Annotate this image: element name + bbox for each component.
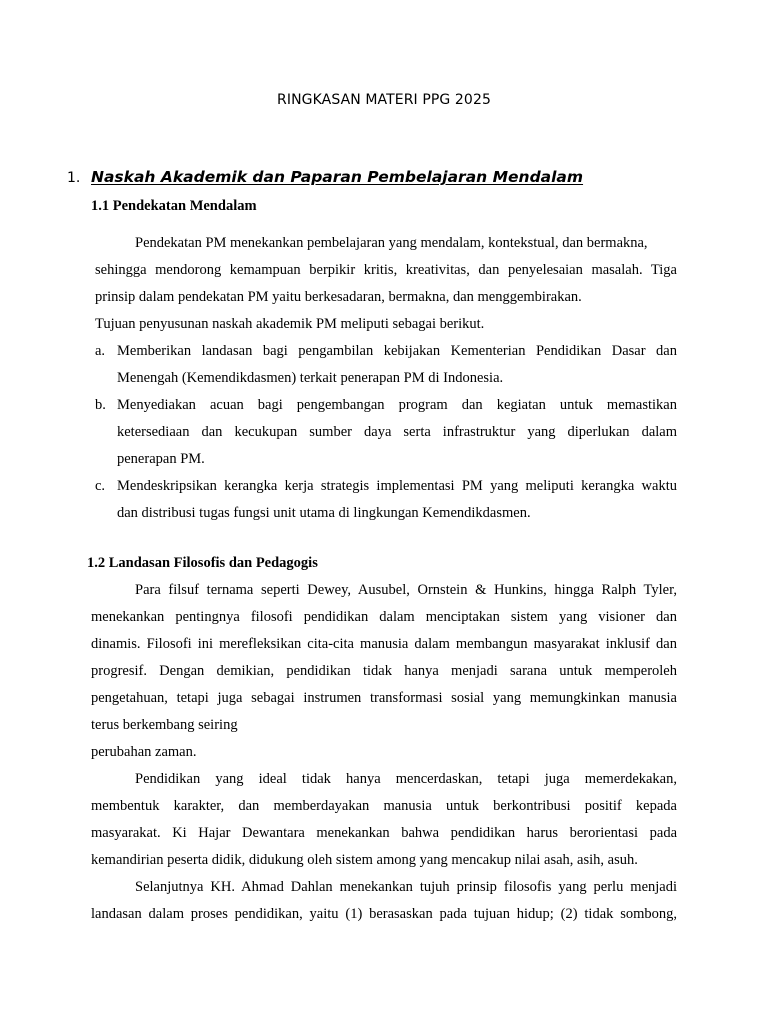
paragraph-line: Tujuan penyusunan naskah akademik PM meliputi sebagai berikut. [95, 316, 485, 332]
list-item [95, 392, 677, 473]
paragraph-ahmad-dahlan [91, 874, 677, 928]
list-line: penerapan PM. [117, 451, 205, 467]
list-line: Mendeskripsikan kerangka kerja strategis implementasi PM yang meliputi kerangka waktu [117, 478, 677, 494]
list-item [95, 473, 677, 527]
paragraph-line: membentuk karakter, dan memberdayakan manusia untuk berkontribusi positif kepada [91, 798, 677, 814]
paragraph-line: sehingga mendorong kemampuan berpikir kritis, kreativitas, dan penyelesaian masalah. Tiga [95, 262, 677, 278]
list-item [95, 338, 677, 392]
paragraph-line: Pendekatan PM menekankan pembelajaran yang mendalam, kontekstual, dan bermakna, [135, 235, 648, 251]
paragraph-line: landasan dalam proses pendidikan, yaitu (1) berasaskan pada tujuan hidup; (2) tidak sombong, [91, 906, 677, 922]
subsection-heading-1-2: 1.2 Landasan Filosofis dan Pedagogis [87, 555, 318, 571]
paragraph-line: pengetahuan, tetapi juga sebagai instrumen transformasi sosial yang memungkinkan manusia [91, 690, 677, 706]
paragraph-line: menekankan pentingnya filosofi pendidikan dalam menciptakan sistem yang visioner dan [91, 609, 677, 625]
paragraph-filsuf [91, 577, 677, 766]
paragraph-line: Para filsuf ternama seperti Dewey, Ausubel, Ornstein & Hunkins, hingga Ralph Tyler, [135, 582, 677, 598]
paragraph-line: Selanjutnya KH. Ahmad Dahlan menekankan tujuh prinsip filosofis yang perlu menjadi [135, 879, 677, 895]
list-marker: c. [95, 478, 106, 494]
paragraph-pendekatan [95, 230, 677, 311]
paragraph-line: progresif. Dengan demikian, pendidikan tidak hanya menjadi sarana untuk memperoleh [91, 663, 677, 679]
paragraph-line: Pendidikan yang ideal tidak hanya mencerdaskan, tetapi juga memerdekakan, [135, 771, 677, 787]
paragraph-tujuan [95, 311, 677, 338]
section-title: Naskah Akademik dan Paparan Pembelajaran Mendalam [91, 168, 584, 186]
list-line: Memberikan landasan bagi pengambilan kebijakan Kementerian Pendidikan Dasar dan [117, 343, 677, 359]
list-marker: b. [95, 397, 106, 413]
list-line: ketersediaan dan kecukupan sumber daya serta infrastruktur yang diperlukan dalam [117, 424, 677, 440]
paragraph-line: terus berkembang seiring [91, 717, 238, 733]
list-marker: a. [95, 343, 106, 359]
paragraph-line: masyarakat. Ki Hajar Dewantara menekankan bahwa pendidikan harus berorientasi pada [91, 825, 677, 841]
paragraph-line: perubahan zaman. [91, 744, 197, 760]
subsection-heading-1-1: 1.1 Pendekatan Mendalam [91, 198, 257, 214]
list-line: Menengah (Kemendikdasmen) terkait penerapan PM di Indonesia. [117, 370, 504, 386]
objectives-list [95, 338, 677, 527]
section-number: 1. [67, 170, 81, 186]
paragraph-line: kemandirian peserta didik, didukung oleh sistem among yang mencakup nilai asah, asih, asuh. [91, 852, 638, 868]
paragraph-line: prinsip dalam pendekatan PM yaitu berkesadaran, bermakna, dan menggembirakan. [95, 289, 582, 305]
paragraph-pendidikan-ideal [91, 766, 677, 874]
list-line: Menyediakan acuan bagi pengembangan program dan kegiatan untuk memastikan [117, 397, 677, 413]
document-title: RINGKASAN MATERI PPG 2025 [277, 92, 491, 108]
paragraph-line: dinamis. Filosofi ini merefleksikan cita-cita manusia dalam membangun masyarakat inklusif dan [91, 636, 677, 652]
list-line: dan distribusi tugas fungsi unit utama di lingkungan Kemendikdasmen. [117, 505, 531, 521]
